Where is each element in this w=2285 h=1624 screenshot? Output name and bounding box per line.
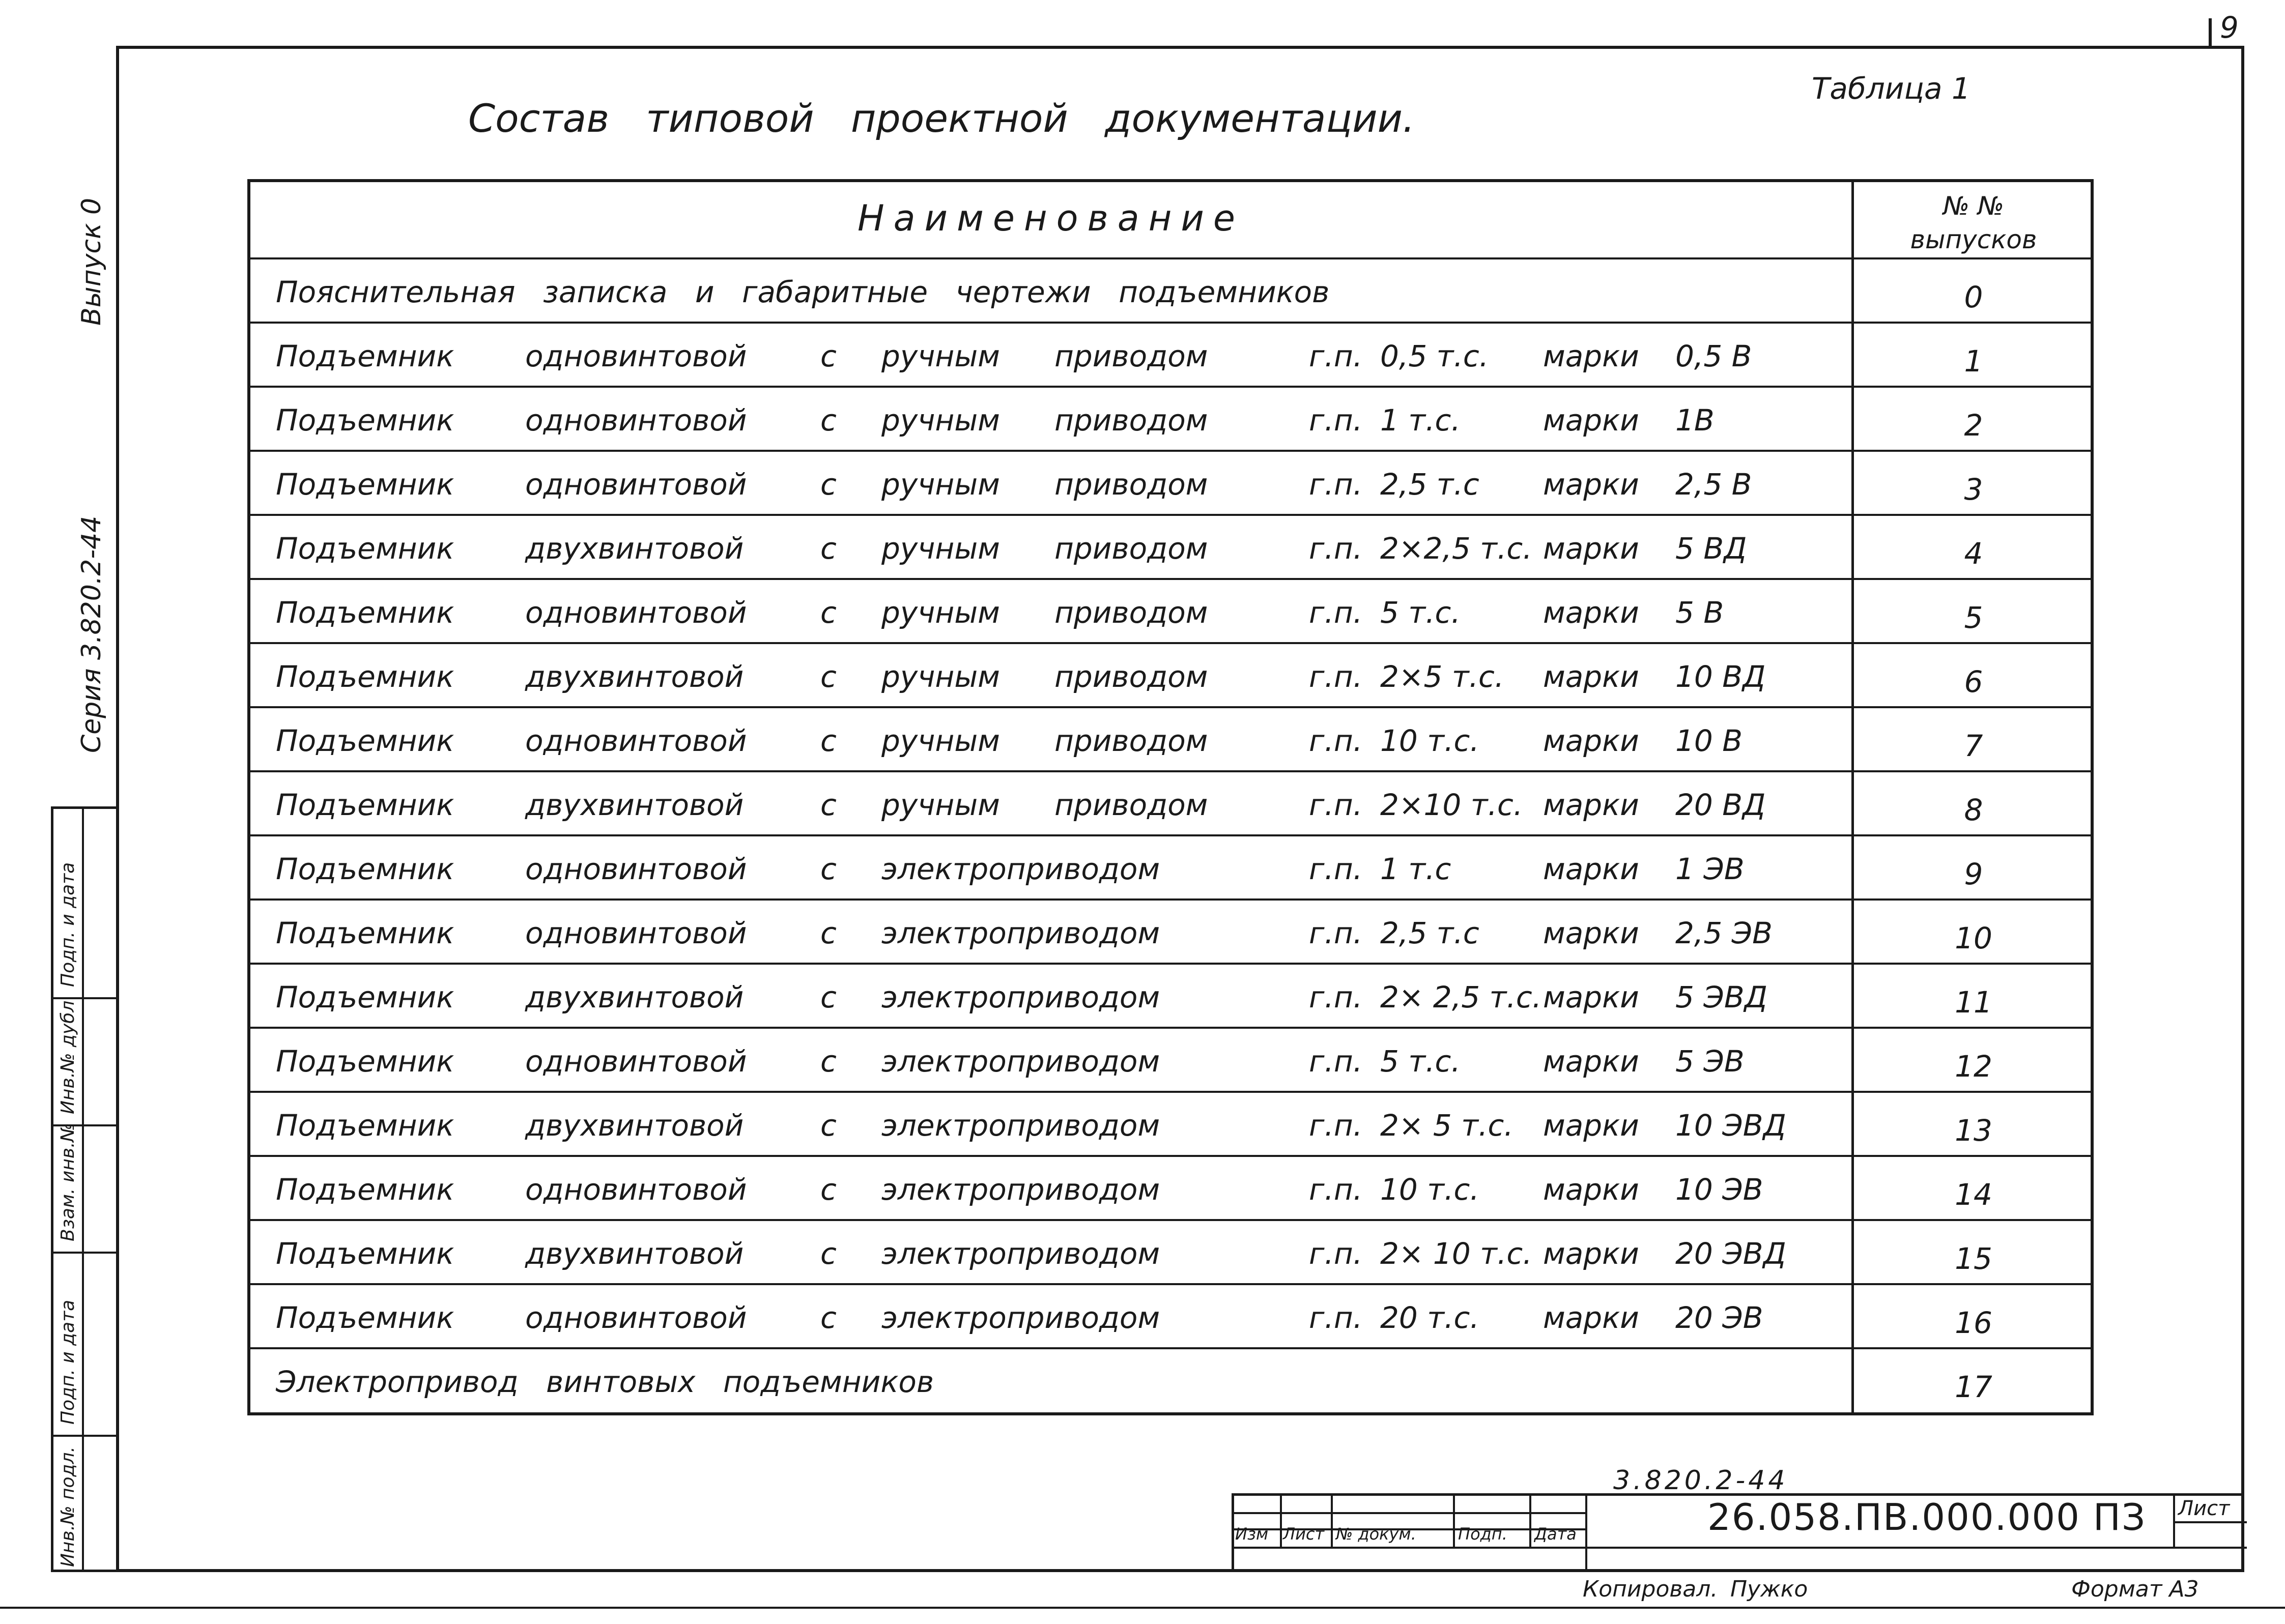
stamp-label: Инв.№ подл. xyxy=(58,1446,78,1567)
stamp-col-label: № докум. xyxy=(1336,1524,1416,1544)
row-with: с xyxy=(820,788,837,822)
row-separator xyxy=(250,386,2091,388)
row-type: одновинтовой xyxy=(525,916,747,950)
title-block-line xyxy=(1234,1547,2247,1549)
row-issue-number: 1 xyxy=(1964,344,1983,379)
row-separator xyxy=(250,514,2091,516)
row-type: одновинтовой xyxy=(525,1172,747,1207)
title-block xyxy=(1232,1493,2244,1572)
header-issue-line1: № № xyxy=(1943,191,2004,221)
row-type: одновинтовой xyxy=(525,852,747,886)
row-type: двухвинтовой xyxy=(525,980,744,1014)
row-load: 5 т.с. xyxy=(1380,1044,1461,1079)
row-mark-label: марки xyxy=(1543,980,1639,1014)
row-drive: ручным xyxy=(881,723,1000,758)
row-mark-label: марки xyxy=(1543,1236,1639,1271)
row-issue-number: 13 xyxy=(1955,1113,1992,1148)
row-mark: 2,5 ЭВ xyxy=(1675,916,1773,950)
row-type: двухвинтовой xyxy=(525,531,744,566)
row-item: Подъемник xyxy=(276,1172,454,1207)
row-gp: г.п. xyxy=(1309,788,1363,822)
row-issue-number: 5 xyxy=(1964,600,1983,635)
row-with: с xyxy=(820,1300,837,1335)
row-drive2: приводом xyxy=(1054,531,1208,566)
row-type: одновинтовой xyxy=(525,467,747,502)
row-mark: 10 ВД xyxy=(1675,659,1766,694)
row-issue-number: 17 xyxy=(1955,1370,1992,1404)
row-item: Подъемник xyxy=(276,339,454,373)
row-issue-number: 6 xyxy=(1964,664,1983,699)
row-issue-number: 15 xyxy=(1955,1241,1992,1276)
row-issue-number: 7 xyxy=(1964,729,1983,763)
row-with: с xyxy=(820,723,837,758)
row-separator xyxy=(250,770,2091,772)
row-mark-label: марки xyxy=(1543,659,1639,694)
copier-name: Пужко xyxy=(1730,1576,1808,1602)
row-drive: электроприводом xyxy=(881,916,1160,950)
row-separator xyxy=(250,642,2091,644)
row-mark-label: марки xyxy=(1543,531,1639,566)
row-mark-label: марки xyxy=(1543,1172,1639,1207)
row-issue-number: 16 xyxy=(1955,1306,1992,1340)
stamp-col-label: Изм xyxy=(1235,1524,1269,1544)
row-type: одновинтовой xyxy=(525,1300,747,1335)
stamp-row-line xyxy=(53,1252,119,1254)
row-drive: ручным xyxy=(881,659,1000,694)
row-load: 2× 2,5 т.с. xyxy=(1380,980,1542,1014)
stamp-col-label: Подп. xyxy=(1458,1524,1507,1544)
row-with: с xyxy=(820,595,837,630)
row-mark-label: марки xyxy=(1543,788,1639,822)
row-drive: электроприводом xyxy=(881,1108,1160,1143)
row-item: Подъемник xyxy=(276,403,454,438)
row-mark-label: марки xyxy=(1543,1300,1639,1335)
row-with: с xyxy=(820,1044,837,1079)
document-code: 26.058.ПВ.000.000 ПЗ xyxy=(1707,1496,2147,1539)
row-item: Подъемник xyxy=(276,1044,454,1079)
row-mark: 10 ЭВД xyxy=(1675,1108,1786,1143)
row-type: двухвинтовой xyxy=(525,1236,744,1271)
format-label: Формат А3 xyxy=(2071,1576,2199,1602)
row-mark: 5 ВД xyxy=(1675,531,1747,566)
row-item: Подъемник xyxy=(276,852,454,886)
header-separator xyxy=(250,257,2091,259)
row-mark-label: марки xyxy=(1543,852,1639,886)
row-separator xyxy=(250,578,2091,580)
row-drive: ручным xyxy=(881,595,1000,630)
row-with: с xyxy=(820,980,837,1014)
title-block-line xyxy=(1331,1496,1333,1547)
row-drive2: приводом xyxy=(1054,788,1208,822)
row-item: Подъемник xyxy=(276,1300,454,1335)
row-mark: 10 ЭВ xyxy=(1675,1172,1763,1207)
row-drive2: приводом xyxy=(1054,339,1208,373)
row-gp: г.п. xyxy=(1309,1172,1363,1207)
row-gp: г.п. xyxy=(1309,403,1363,438)
row-separator xyxy=(250,1027,2091,1029)
page-title: Состав типовой проектной документации. xyxy=(468,96,1415,141)
row-load: 20 т.с. xyxy=(1380,1300,1479,1335)
row-gp: г.п. xyxy=(1309,467,1363,502)
stamp-column-line xyxy=(82,809,84,1570)
stamp-label: Подп. и дата xyxy=(58,1299,78,1425)
row-separator xyxy=(250,834,2091,836)
row-type: двухвинтовой xyxy=(525,788,744,822)
row-gp: г.п. xyxy=(1309,1300,1363,1335)
series-reference: 3.820.2-44 xyxy=(1613,1465,1788,1496)
title-block-line xyxy=(1529,1496,1531,1547)
row-with: с xyxy=(820,1108,837,1143)
row-mark-label: марки xyxy=(1543,467,1639,502)
row-gp: г.п. xyxy=(1309,1108,1363,1143)
title-block-line xyxy=(1585,1496,1587,1572)
row-item: Подъемник xyxy=(276,659,454,694)
row-gp: г.п. xyxy=(1309,531,1363,566)
row-drive2: приводом xyxy=(1054,403,1208,438)
row-with: с xyxy=(820,467,837,502)
row-drive: ручным xyxy=(881,467,1000,502)
left-binding-stamp xyxy=(51,806,119,1572)
row-type: одновинтовой xyxy=(525,403,747,438)
sheet-number-marker xyxy=(2209,18,2212,49)
row-with: с xyxy=(820,403,837,438)
stamp-col-label: Дата xyxy=(1534,1524,1577,1544)
row-load: 10 т.с. xyxy=(1380,723,1479,758)
title-block-line xyxy=(2173,1521,2247,1523)
row-name: Электропривод винтовых подъемников xyxy=(276,1365,934,1399)
row-type: одновинтовой xyxy=(525,1044,747,1079)
row-item: Подъемник xyxy=(276,916,454,950)
row-item: Подъемник xyxy=(276,788,454,822)
row-issue-number: 2 xyxy=(1964,408,1983,443)
row-drive2: приводом xyxy=(1054,467,1208,502)
stamp-col-label: Лист xyxy=(1283,1524,1325,1544)
row-mark: 5 В xyxy=(1675,595,1724,630)
row-separator xyxy=(250,1283,2091,1285)
side-issue-label: Выпуск 0 xyxy=(76,197,107,326)
row-drive: ручным xyxy=(881,403,1000,438)
row-gp: г.п. xyxy=(1309,980,1363,1014)
row-drive: электроприводом xyxy=(881,1172,1160,1207)
row-mark: 0,5 В xyxy=(1675,339,1752,373)
row-drive2: приводом xyxy=(1054,723,1208,758)
row-mark: 10 В xyxy=(1675,723,1743,758)
row-drive2: приводом xyxy=(1054,659,1208,694)
row-type: двухвинтовой xyxy=(525,1108,744,1143)
row-mark-label: марки xyxy=(1543,403,1639,438)
title-block-line xyxy=(1234,1512,1585,1514)
row-gp: г.п. xyxy=(1309,1044,1363,1079)
row-item: Подъемник xyxy=(276,531,454,566)
row-drive2: приводом xyxy=(1054,595,1208,630)
row-mark: 20 ЭВД xyxy=(1675,1236,1786,1271)
row-type: двухвинтовой xyxy=(525,659,744,694)
title-block-line xyxy=(1280,1496,1282,1547)
row-load: 2× 5 т.с. xyxy=(1380,1108,1513,1143)
row-mark-label: марки xyxy=(1543,339,1639,373)
row-with: с xyxy=(820,852,837,886)
row-item: Подъемник xyxy=(276,980,454,1014)
row-with: с xyxy=(820,339,837,373)
row-load: 2×10 т.с. xyxy=(1380,788,1523,822)
side-series-label: Серия 3.820.2-44 xyxy=(76,515,107,753)
row-with: с xyxy=(820,1172,837,1207)
row-drive: ручным xyxy=(881,788,1000,822)
row-gp: г.п. xyxy=(1309,852,1363,886)
row-load: 10 т.с. xyxy=(1380,1172,1479,1207)
row-mark: 5 ЭВД xyxy=(1675,980,1767,1014)
row-load: 0,5 т.с. xyxy=(1380,339,1489,373)
row-gp: г.п. xyxy=(1309,723,1363,758)
row-type: одновинтовой xyxy=(525,723,747,758)
row-separator xyxy=(250,1091,2091,1093)
row-with: с xyxy=(820,531,837,566)
row-issue-number: 14 xyxy=(1955,1177,1992,1212)
row-issue-number: 9 xyxy=(1964,857,1983,891)
row-load: 2× 10 т.с. xyxy=(1380,1236,1532,1271)
row-with: с xyxy=(820,916,837,950)
row-gp: г.п. xyxy=(1309,595,1363,630)
row-separator xyxy=(250,1347,2091,1349)
row-drive: электроприводом xyxy=(881,1044,1160,1079)
row-load: 2×5 т.с. xyxy=(1380,659,1504,694)
row-item: Подъемник xyxy=(276,723,454,758)
row-item: Подъемник xyxy=(276,1236,454,1271)
row-with: с xyxy=(820,1236,837,1271)
row-gp: г.п. xyxy=(1309,339,1363,373)
row-load: 2×2,5 т.с. xyxy=(1380,531,1532,566)
row-issue-number: 12 xyxy=(1955,1049,1992,1084)
copied-label: Копировал. xyxy=(1583,1576,1718,1602)
header-name: Наименование xyxy=(858,197,1244,239)
row-issue-number: 10 xyxy=(1955,921,1992,955)
row-separator xyxy=(250,1155,2091,1157)
sheet-label: Лист xyxy=(2178,1497,2230,1520)
row-issue-number: 3 xyxy=(1964,472,1983,507)
row-issue-number: 11 xyxy=(1955,985,1992,1020)
row-mark: 1В xyxy=(1675,403,1715,438)
row-drive: электроприводом xyxy=(881,852,1160,886)
row-separator xyxy=(250,450,2091,452)
row-mark-label: марки xyxy=(1543,1044,1639,1079)
header-issue-line2: выпусков xyxy=(1910,225,2037,254)
row-separator xyxy=(250,963,2091,965)
row-load: 1 т.с xyxy=(1380,852,1451,886)
row-gp: г.п. xyxy=(1309,659,1363,694)
table-caption: Таблица 1 xyxy=(1812,71,1970,106)
row-mark: 20 ЭВ xyxy=(1675,1300,1763,1335)
row-item: Подъемник xyxy=(276,595,454,630)
row-mark: 1 ЭВ xyxy=(1675,852,1745,886)
row-issue-number: 4 xyxy=(1964,536,1983,571)
header-issue xyxy=(1853,189,2094,256)
row-separator xyxy=(250,322,2091,324)
row-issue-number: 8 xyxy=(1964,793,1983,827)
row-type: одновинтовой xyxy=(525,339,747,373)
row-separator xyxy=(250,898,2091,901)
stamp-label: Взам. инв.№ xyxy=(58,1123,78,1241)
row-mark: 2,5 В xyxy=(1675,467,1752,502)
row-with: с xyxy=(820,659,837,694)
row-mark: 20 ВД xyxy=(1675,788,1766,822)
row-mark-label: марки xyxy=(1543,916,1639,950)
row-mark-label: марки xyxy=(1543,1108,1639,1143)
row-separator xyxy=(250,1219,2091,1221)
stamp-row-line xyxy=(53,997,119,999)
row-load: 2,5 т.с xyxy=(1380,916,1479,950)
row-item: Подъемник xyxy=(276,1108,454,1143)
row-name: Пояснительная записка и габаритные чертежи подъемников xyxy=(276,275,1330,309)
row-drive: ручным xyxy=(881,339,1000,373)
row-item: Подъемник xyxy=(276,467,454,502)
row-separator xyxy=(250,706,2091,708)
row-mark: 5 ЭВ xyxy=(1675,1044,1745,1079)
row-drive: электроприводом xyxy=(881,1236,1160,1271)
row-type: одновинтовой xyxy=(525,595,747,630)
sheet-number: 9 xyxy=(2220,10,2239,45)
stamp-label: Подп. и дата xyxy=(58,862,78,987)
row-gp: г.п. xyxy=(1309,1236,1363,1271)
stamp-row-line xyxy=(53,1435,119,1437)
row-load: 5 т.с. xyxy=(1380,595,1461,630)
row-load: 1 т.с. xyxy=(1380,403,1461,438)
row-load: 2,5 т.с xyxy=(1380,467,1479,502)
row-drive: электроприводом xyxy=(881,1300,1160,1335)
row-gp: г.п. xyxy=(1309,916,1363,950)
row-drive: ручным xyxy=(881,531,1000,566)
page-bottom-line xyxy=(0,1607,2285,1609)
row-issue-number: 0 xyxy=(1964,280,1983,314)
stamp-label: Инв.№ дубл xyxy=(58,1000,78,1114)
documentation-table xyxy=(247,179,2094,1415)
row-mark-label: марки xyxy=(1543,595,1639,630)
row-mark-label: марки xyxy=(1543,723,1639,758)
row-drive: электроприводом xyxy=(881,980,1160,1014)
title-block-line xyxy=(1453,1496,1455,1547)
